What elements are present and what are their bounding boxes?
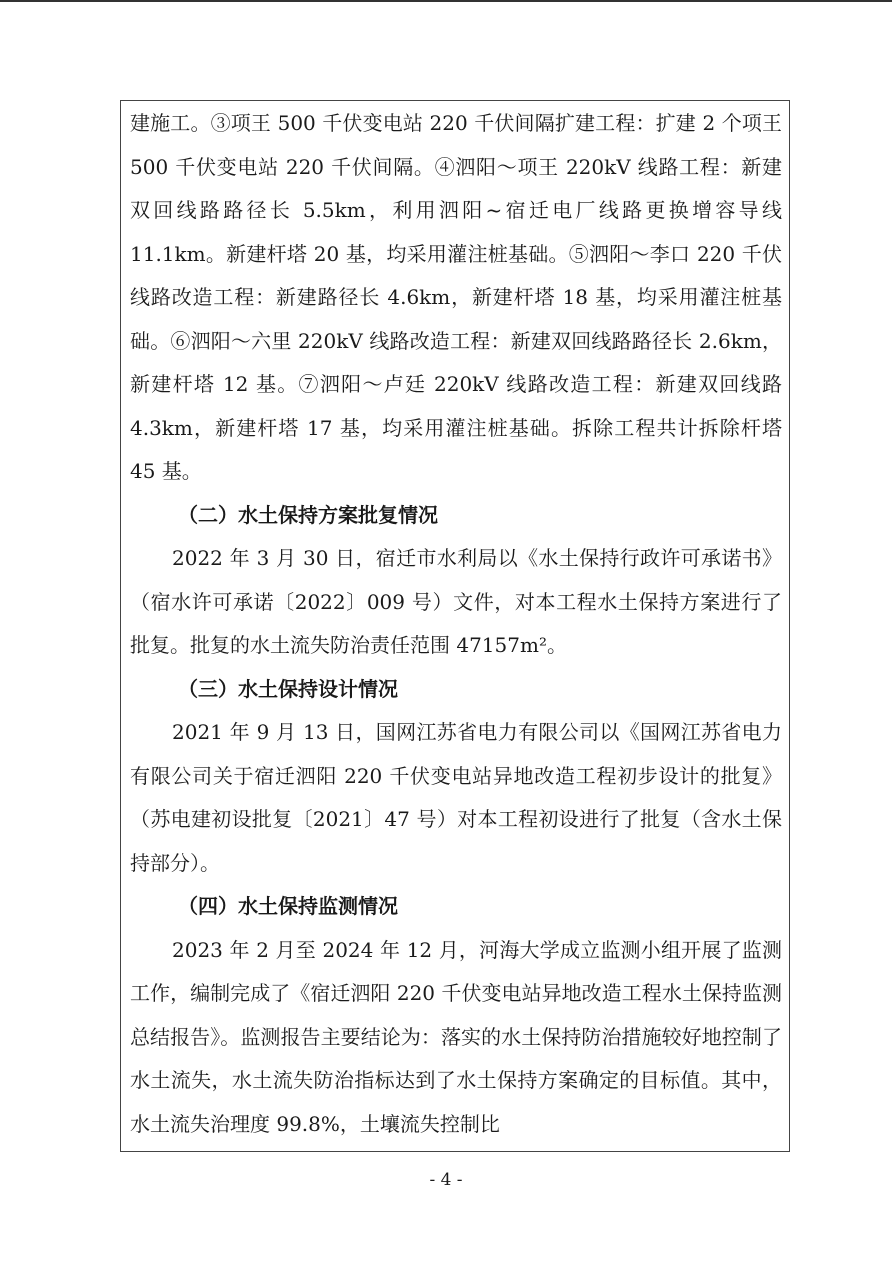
page-number: - 4 - xyxy=(429,1170,463,1190)
paragraph-monitoring: 2023 年 2 月至 2024 年 12 月，河海大学成立监测小组开展了监测工作，编制完成了《宿迁泗阳 220 千伏变电站异地改造工程水土保持监测总结报告》。监测报告主要结论为：落实的水土保持防治措施较好地控制了水土流失，水土流失防治指标达到了水土保持方案确定的目标值。其中，水土流失治理度 99.8%，土壤流失控制比 xyxy=(130,937,782,1136)
paragraph-project-scope: 建施工。③项王 500 千伏变电站 220 千伏间隔扩建工程：扩建 2 个项王 500 千伏变电站 220 千伏间隔。④泗阳～项王 220kV 线路工程：新建双回线路路径长 5.5km，利用泗阳~宿迁电厂线路更换增容导线 11.1km。新建杆塔 20 基，均采用灌注桩基础。⑤泗阳～李口 220 千伏线路改造工程：新建路径长 4.6km，新建杆塔 18 基，均采用灌注桩基础。⑥泗阳～六里 220kV 线路改造工程：新建双回线路路径长 2.6km，新建杆塔 12 基。⑦泗阳～卢廷 220kV 线路改造工程：新建双回线路 4.3km，新建杆塔 17 基，均采用灌注桩基础。拆除工程共计拆除杆塔 45 基。 xyxy=(130,111,782,483)
section-heading-design: （三）水土保持设计情况 xyxy=(178,676,398,701)
paragraph-design: 2021 年 9 月 13 日，国网江苏省电力有限公司以《国网江苏省电力有限公司关于宿迁泗阳 220 千伏变电站异地改造工程初步设计的批复》（苏电建初设批复〔2021〕47 号）对本工程初设进行了批复（含水土保持部分）。 xyxy=(130,720,782,875)
top-border-line xyxy=(0,0,892,2)
document-body xyxy=(130,102,782,1146)
section-heading-monitoring: （四）水土保持监测情况 xyxy=(178,894,398,918)
paragraph-plan-approval: 2022 年 3 月 30 日，宿迁市水利局以《水土保持行政许可承诺书》（宿水许可承诺〔2022〕009 号）文件，对本工程水土保持方案进行了批复。批复的水土流失防治责任范围 47157m²。 xyxy=(130,546,782,657)
section-heading-plan-approval: （二）水土保持方案批复情况 xyxy=(178,502,438,527)
